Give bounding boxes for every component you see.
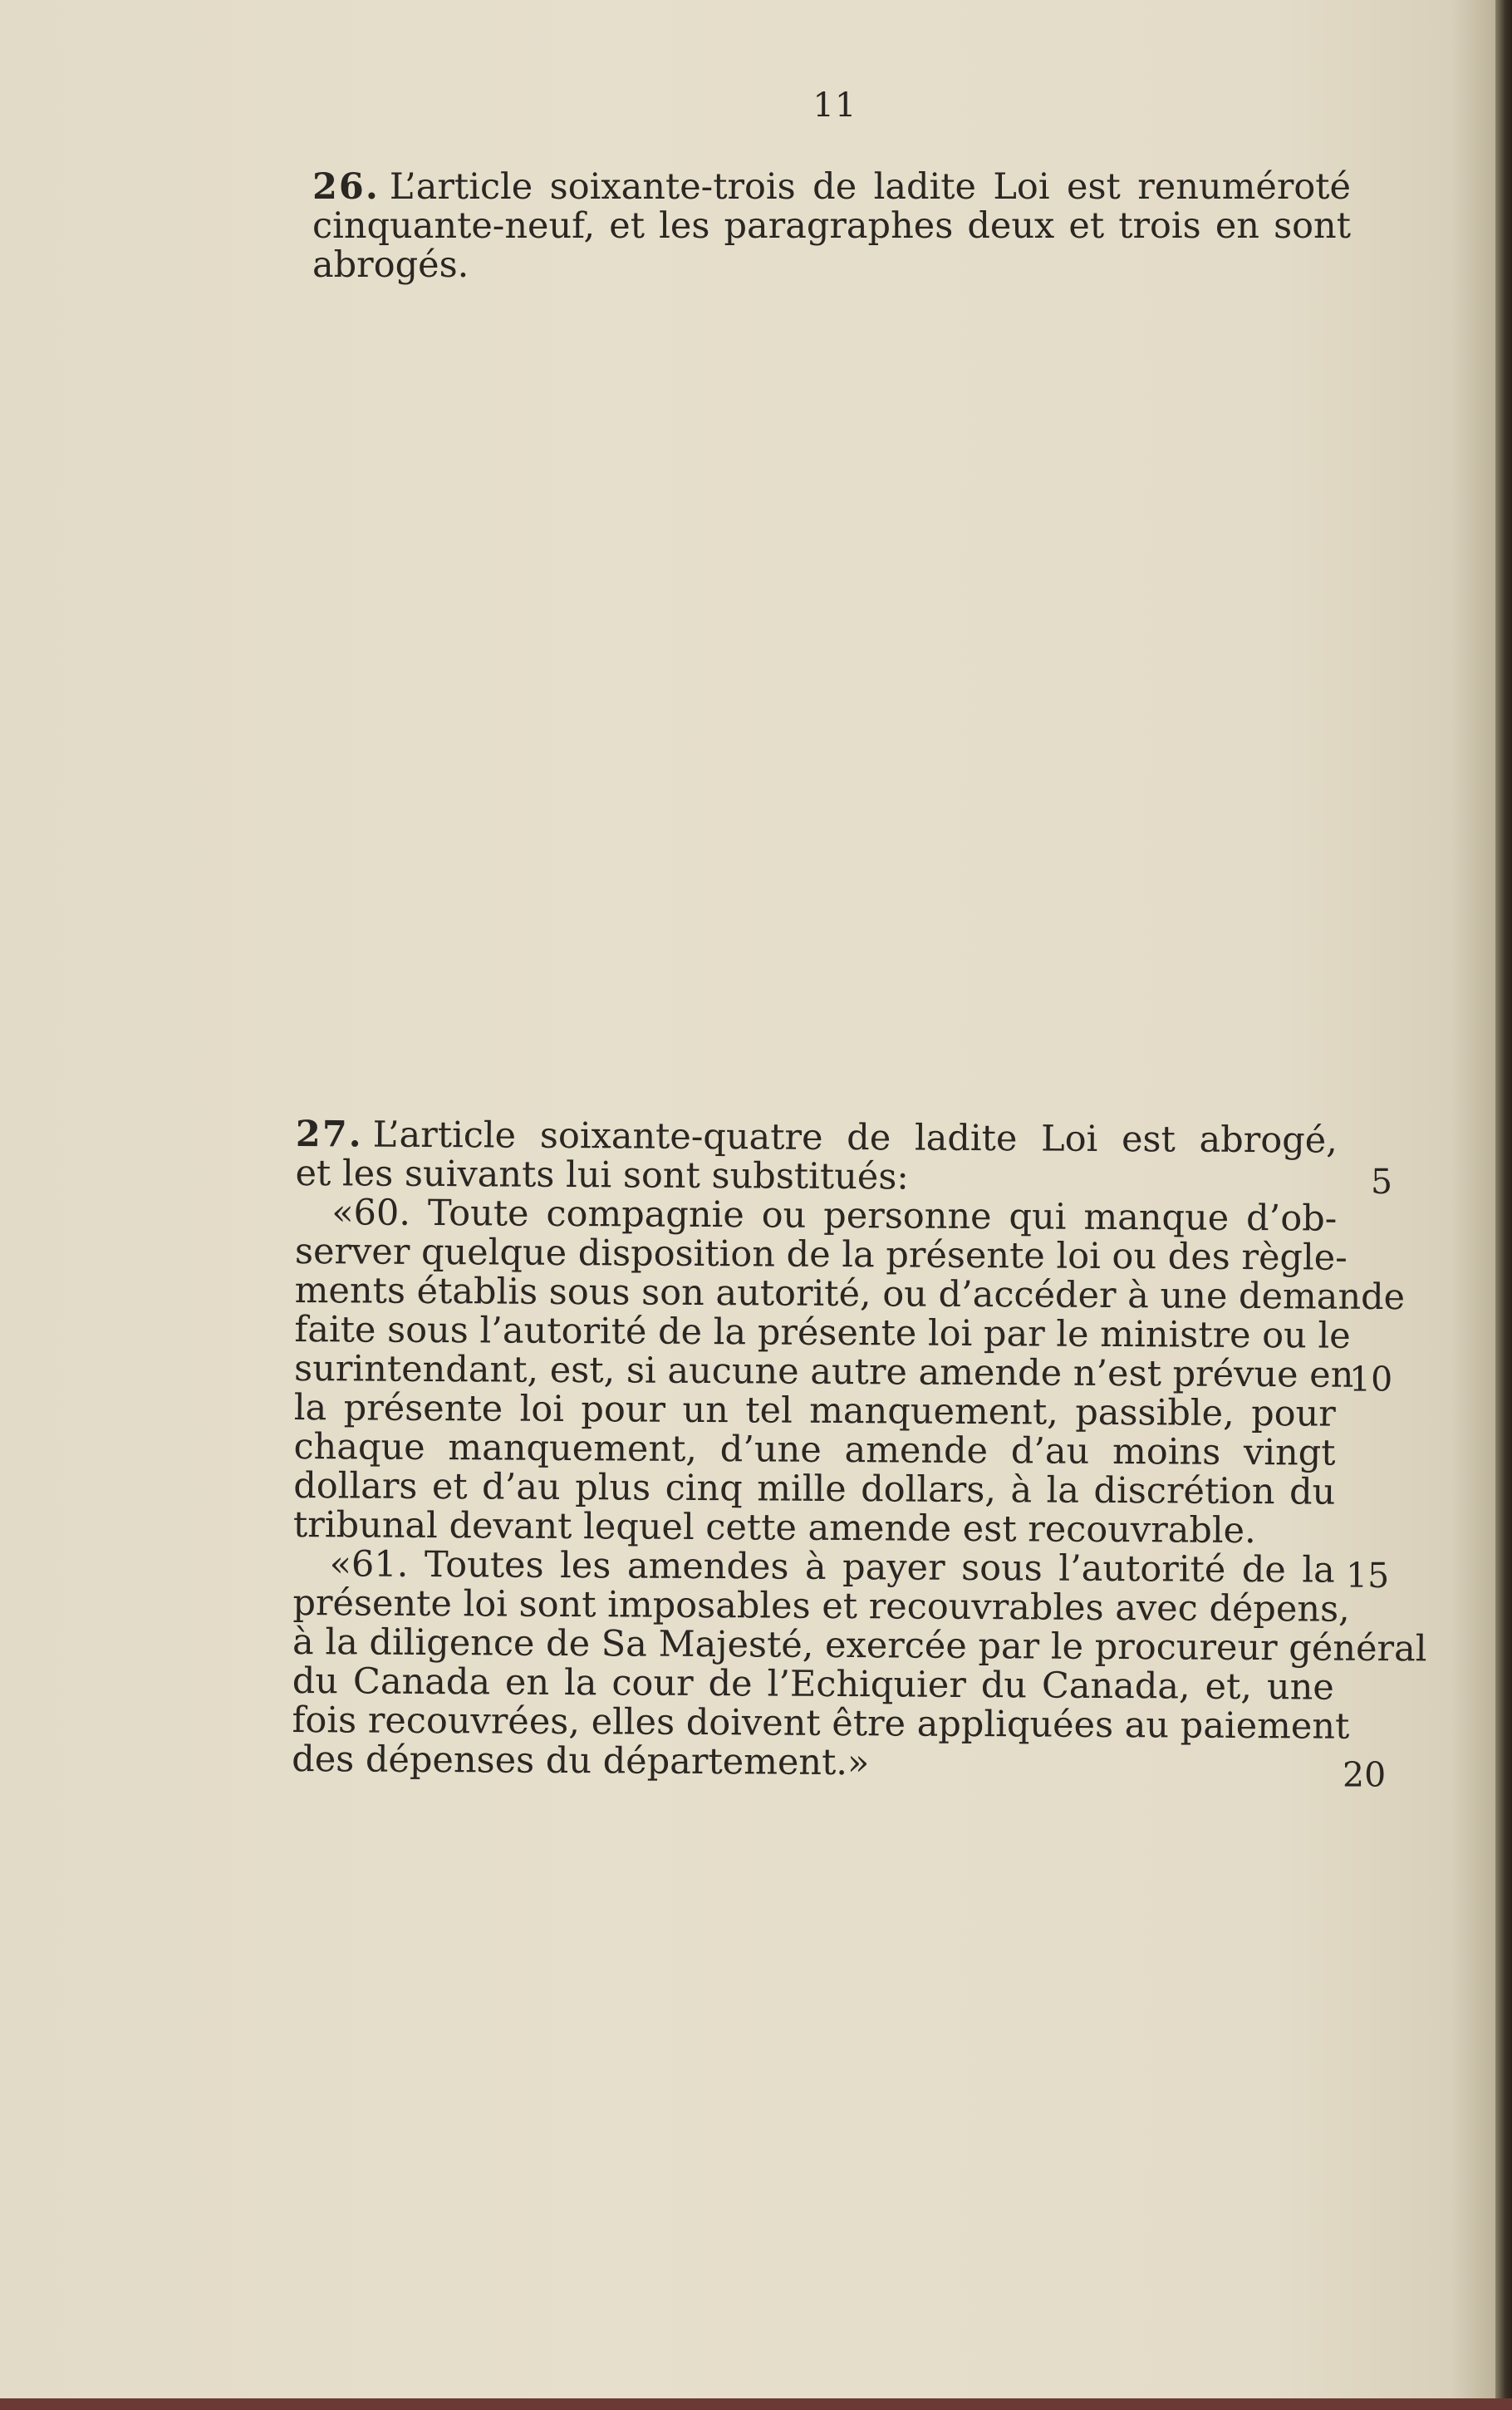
page-number: 11 <box>812 86 857 125</box>
section-26-paragraph <box>312 168 1351 285</box>
section-27-line-3: «60. Toute compagnie ou personne qui manque d’ob- <box>331 1192 1338 1240</box>
section-27-line-8: la présente loi pour un tel manquement, passible, pour <box>293 1386 1336 1435</box>
section-27-line-12: «61. Toutes les amendes à payer sous l’autorité de la <box>329 1543 1335 1591</box>
line-number-10: 10 <box>1349 1360 1393 1399</box>
section-27-line-2: et les suivants lui sont substitués: <box>295 1152 910 1198</box>
section-27-line-14: à la diligence de Sa Majesté, exercée par le procureur général <box>292 1621 1427 1670</box>
section-27-line-4: server quelque disposition de la présente loi ou des règle- <box>294 1230 1348 1279</box>
section-27-line-7: surintendant, est, si aucune autre amende n’est prévue en <box>293 1347 1354 1396</box>
section-27-line-9: chaque manquement, d’une amende d’au moins vingt <box>293 1425 1336 1474</box>
section-27-line-10: dollars et d’au plus cinq mille dollars, à la discrétion du <box>293 1464 1336 1513</box>
section-27-line-17: des dépenses du département.» <box>292 1738 870 1784</box>
section-27-line-13: présente loi sont imposables et recouvrables avec dépens, <box>292 1581 1350 1630</box>
section-27-line-1-text: L’article soixante-quatre de ladite Loi est abrogé, <box>372 1114 1338 1162</box>
section-27-number: 27. <box>295 1114 363 1156</box>
line-number-20: 20 <box>1343 1755 1387 1795</box>
section-27-line-16: fois recouvrées, elles doivent être appliquées au paiement <box>292 1699 1350 1748</box>
page-edge <box>1495 0 1512 2410</box>
line-number-5: 5 <box>1371 1162 1393 1202</box>
section-26-number: 26. <box>312 166 380 208</box>
section-27-line-11: tribunal devant lequel cette amende est recouvrable. <box>292 1503 1256 1552</box>
section-26 <box>312 168 1351 285</box>
section-27-line-6: faite sous l’autorité de la présente loi par le ministre ou le <box>294 1308 1351 1357</box>
section-27-line-5: ments établis sous son autorité, ou d’accéder à une demande <box>294 1269 1406 1319</box>
section-26-text: L’article soixante-trois de ladite Loi est renuméroté cinquante-neuf, et les paragraphes deux et trois en sont abrogés. <box>312 166 1351 286</box>
line-number-15: 15 <box>1346 1556 1390 1596</box>
section-27-line-15: du Canada en la cour de l’Echiquier du Canada, et, une <box>292 1660 1334 1709</box>
book-cover-edge <box>0 2398 1512 2410</box>
